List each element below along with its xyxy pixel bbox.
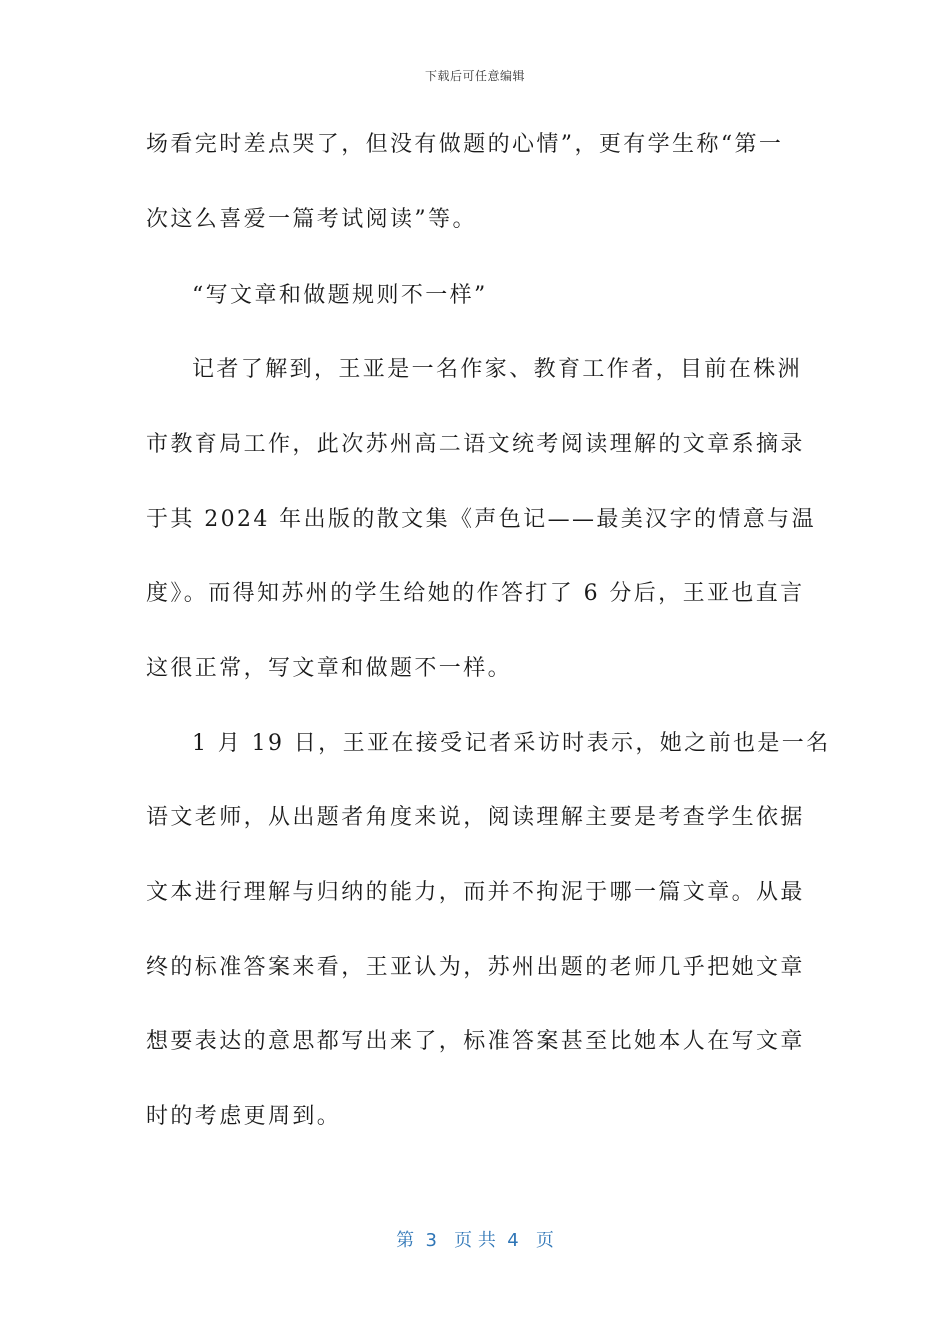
page-header: 下载后可任意编辑 xyxy=(424,69,525,83)
body-line: 语文老师，从出题者角度来说，阅读理解主要是考查学生依据 xyxy=(146,805,805,830)
body-line: 场看完时差点哭了，但没有做题的心情”，更有学生称“第一 xyxy=(146,132,784,157)
body-line: 于其 2024 年出版的散文集《声色记——最美汉字的情意与温 xyxy=(146,507,816,532)
body-line: 记者了解到，王亚是一名作家、教育工作者，目前在株洲 xyxy=(192,357,803,382)
section-heading: “写文章和做题规则不一样” xyxy=(192,283,488,308)
body-line: 时的考虑更周到。 xyxy=(146,1104,342,1129)
body-line: 次这么喜爱一篇考试阅读”等。 xyxy=(146,207,477,232)
body-line: 市教育局工作，此次苏州高二语文统考阅读理解的文章系摘录 xyxy=(146,432,805,457)
body-line: 这很正常，写文章和做题不一样。 xyxy=(146,656,513,681)
body-line: 想要表达的意思都写出来了，标准答案甚至比她本人在写文章 xyxy=(146,1029,805,1054)
body-line: 终的标准答案来看，王亚认为，苏州出题的老师几乎把她文章 xyxy=(146,955,805,980)
body-line: 度》。而得知苏州的学生给她的作答打了 6 分后，王亚也直言 xyxy=(146,581,805,606)
body-line: 文本进行理解与归纳的能力，而并不拘泥于哪一篇文章。从最 xyxy=(146,880,805,905)
page-number-footer: 第 3 页 共 4 页 xyxy=(396,1230,554,1251)
body-line: 1 月 19 日，王亚在接受记者采访时表示，她之前也是一名 xyxy=(192,731,831,756)
